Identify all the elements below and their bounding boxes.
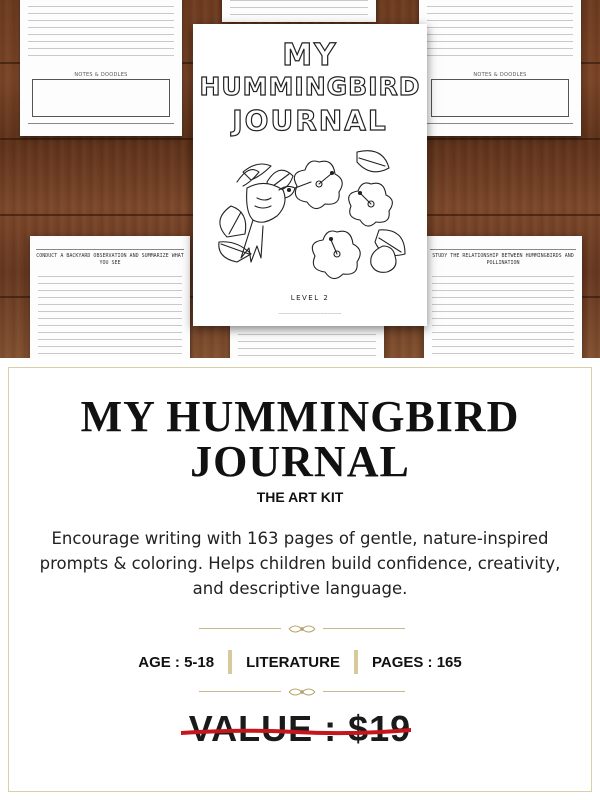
cover-title-line: JOURNAL [232, 104, 388, 137]
product-description: Encourage writing with 163 pages of gentle, nature-inspired prompts & coloring. Helps children build confidence, creativity, and descriptive language. [39, 529, 561, 598]
ornamental-divider-top [199, 623, 404, 635]
product-title: MY HUMMINGBIRD JOURNAL [80, 392, 520, 486]
stat-pages: PAGES : 165 [371, 653, 462, 671]
product-card [8, 367, 592, 792]
ornamental-divider-bottom [199, 686, 404, 698]
hummingbird-hibiscus-illustration [207, 142, 413, 292]
lined-sheet-bottom-middle [230, 322, 384, 358]
product-value [9, 708, 591, 750]
lined-sheet-top-middle [222, 0, 376, 22]
product-stats-row [9, 647, 591, 677]
notes-sheet-top-right [419, 0, 581, 136]
strikethrough-mark [181, 728, 411, 736]
prompt-sheet-left [30, 236, 190, 358]
writing-prompt: CONDUCT A BACKYARD OBSERVATION AND SUMMARIZE WHAT YOU SEE [36, 253, 184, 266]
cover-copyright-line: —————————————————— [278, 311, 342, 315]
notes-sheet-top-left [20, 0, 182, 136]
notes-label: NOTES & DOODLES [473, 72, 527, 78]
cover-level: LEVEL 2 [290, 294, 330, 302]
product-subtitle: THE ART KIT [256, 489, 344, 505]
notes-label: NOTES & DOODLES [74, 72, 128, 78]
flourish-ornament-icon [287, 686, 317, 698]
writing-prompt: STUDY THE RELATIONSHIP BETWEEN HUMMINGBIRDS AND POLLINATION [432, 253, 574, 266]
stat-subject: LITERATURE [246, 653, 340, 671]
cover-title-line: HUMMINGBIRD [199, 72, 421, 101]
prompt-sheet-right [424, 236, 582, 358]
journal-cover [193, 24, 427, 326]
flourish-ornament-icon [287, 623, 317, 635]
cover-title-line: MY [282, 38, 338, 73]
notes-box [431, 79, 569, 117]
value-text: VALUE : $19 [188, 708, 412, 749]
stat-age: AGE : 5-18 [138, 653, 215, 671]
notes-box [32, 79, 170, 117]
product-mockup-photo [0, 0, 600, 358]
